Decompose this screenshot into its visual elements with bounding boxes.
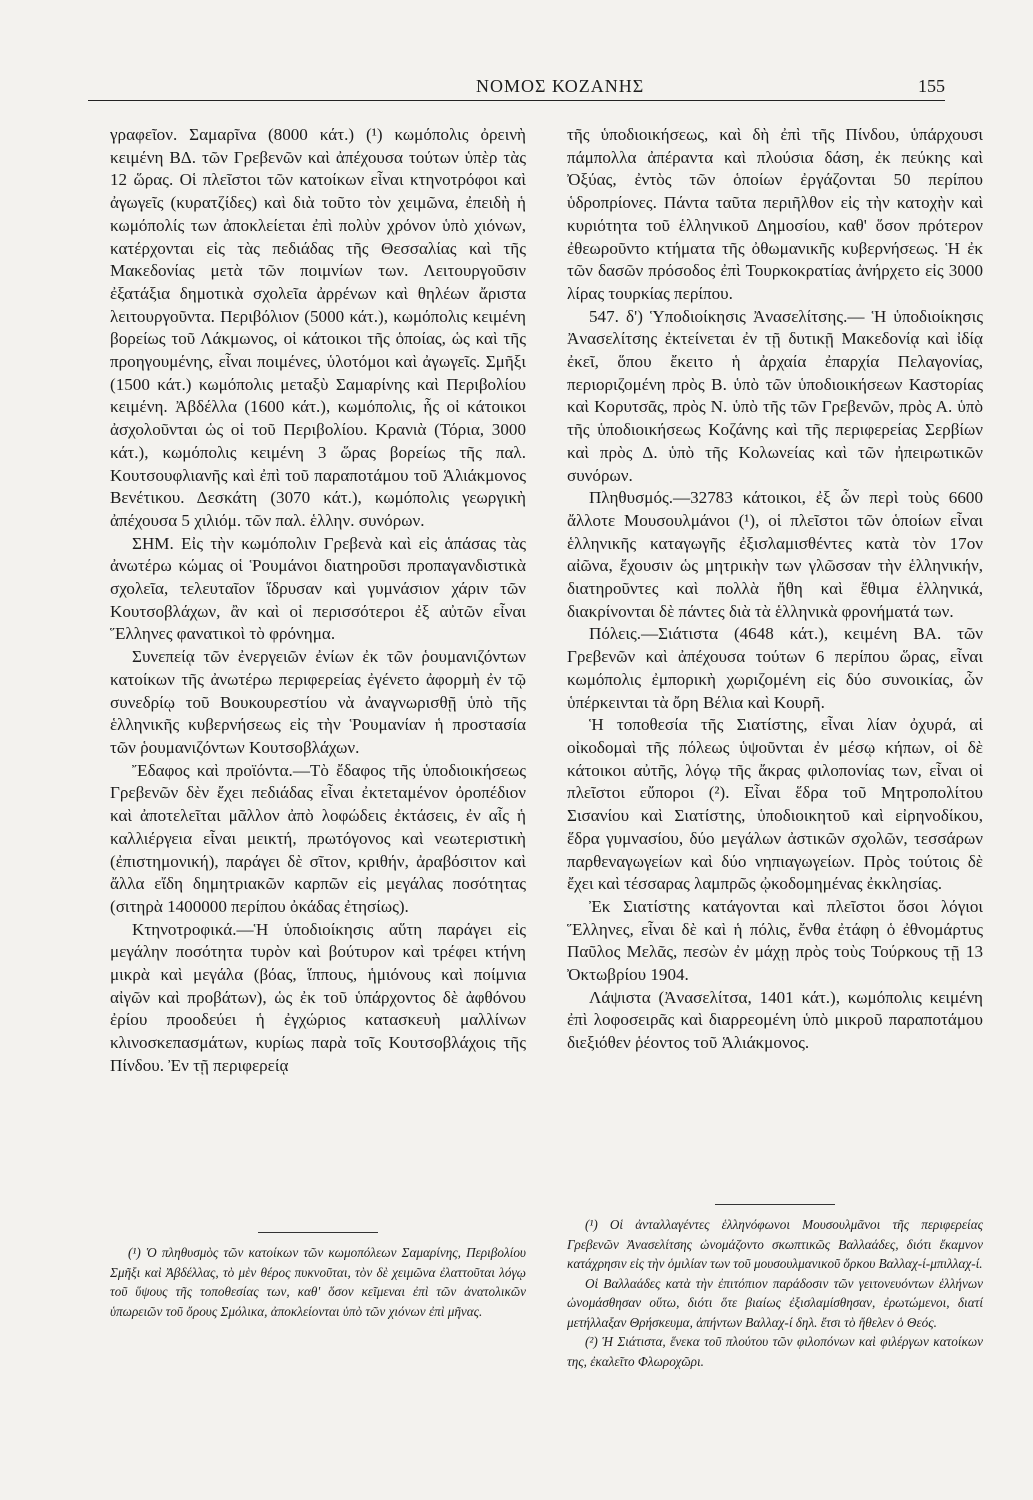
paragraph: Ἔδαφος καὶ προϊόντα.—Τὸ ἔδαφος τῆς ὑποδιοικήσεως Γρεβενῶν δὲν ἔχει πεδιάδας εἶναι ἐκτεταμένον ὀροπέδιον καὶ ἀποτελεῖται μᾶλλον ἀπὸ λοφώδεις ἐκτάσεις, ἐν αἷς ἡ καλλιέργεια εἶναι μεικτή, πρωτόγονος καὶ νεωτεριστικὴ (ἐπιστημονική), παράγει δὲ σῖτον, κριθήν, ἀραβόσιτον καὶ ἄλλα εἴδη δημητριακῶν καρπῶν εἰς μεγάλας ποσότητας (σιτηρὰ 1400000 περίπου ὀκάδας ἐτησίως). — [110, 760, 526, 916]
paragraph: γραφεῖον. Σαμαρῖνα (8000 κάτ.) (¹) κωμόπολις ὀρεινὴ κειμένη ΒΔ. τῶν Γρεβενῶν καὶ ἀπέχουσα τούτων ὑπὲρ τὰς 12 ὥρας. Οἱ πλεῖστοι τῶν κατοίκων εἶναι κτηνοτρόφοι καὶ ἀγωγεῖς (κυρατζίδες) καὶ διὰ τοῦτο τὸν χειμῶνα, ἐπειδὴ ἡ κωμόπολίς των ἀποκλείεται ἐπὶ πολὺν χρόνον ὑπὸ χιόνων, κατέρχονται εἰς τὰς πεδιάδας τῆς Θεσσαλίας καὶ τῆς Μακεδονίας μετὰ τῶν ποιμνίων των. Λειτουργοῦσιν ἐξατάξια δημοτικὰ σχολεῖα ἀρρένων καὶ θηλέων ἄριστα λειτουργοῦντα. Περιβόλιον (5000 κάτ.), κωμόπολις κειμένη βορείως τοῦ Λάκμωνος, οἱ κάτοικοι τῆς ὁποίας, ὡς καὶ τῆς προηγουμένης, εἶναι ποιμένες, ὑλοτόμοι καὶ ἀγωγεῖς. Σμῆξι (1500 κάτ.) κωμόπολις μεταξὺ Σαμαρίνης καὶ Περιβολίου κειμένη. Ἀβδέλλα (1600 κάτ.), κωμόπολις, ἧς οἱ κάτοικοι ἀσχολοῦνται ὡς οἱ τοῦ Περιβολίου. Κρανιὰ (Τόρια, 3000 κάτ.), κωμόπολις κειμένη 3 ὥρας βορείως τῆς παλ. Κουτσουφλιανῆς καὶ ἐπὶ τοῦ παραποτάμου τοῦ Ἁλιάκμονος Βενέτικου. Δεσκάτη (3070 κάτ.), κωμόπολις γεωργικὴ ἀπέχουσα 5 χιλιόμ. τῶν παλ. ἑλλην. συνόρων. — [110, 125, 526, 530]
footnote-separator — [715, 1204, 835, 1205]
footnote: (¹) Οἱ ἀνταλλαγέντες ἑλληνόφωνοι Μουσουλμᾶνοι τῆς περιφερείας Γρεβενῶν Ἀνασελίτσης ὠνομάζοντο σκωπτικῶς Βαλλαάδες, διότι ἔκαμνον κατάχρησιν εἰς τὴν ὁμιλίαν των τοῦ μουσουλμανικοῦ ὅρκου Βαλλαχ-ί-μπιλλαχ-ί. — [567, 1217, 983, 1271]
paragraph: Κτηνοτροφικά.—Ἡ ὑποδιοίκησις αὕτη παράγει εἰς μεγάλην ποσότητα τυρὸν καὶ βούτυρον καὶ τρέφει κτήνη μικρὰ καὶ μεγάλα (βόας, ἵππους, ἡμιόνους καὶ ποίμνια αἰγῶν καὶ προβάτων), ὡς ἐκ τοῦ ὑπάρχοντος δὲ ἀφθόνου ἐρίου προοδεύει ἡ ἐγχώριος κατασκευὴ μαλλίνων κλινοσκεπασμάτων, κυρίως παρὰ τοῖς Κουτσοβλάχοις τῆς Πίνδου. Ἐν τῇ περιφερείᾳ — [110, 919, 526, 1075]
footnote-separator — [258, 1232, 378, 1233]
paragraph: ΣΗΜ. Εἰς τὴν κωμόπολιν Γρεβενὰ καὶ εἰς ἁπάσας τὰς ἀνωτέρω κώμας οἱ Ῥουμάνοι διατηροῦσι προπαγανδιστικὰ σχολεῖα, τελευταῖον ἵδρυσαν καὶ γυμνάσιον χάριν τῶν Κουτσοβλάχων, ἂν καὶ οἱ περισσότεροι ἐξ αὐτῶν εἶναι Ἕλληνες φανατικοὶ τὸ φρόνημα. — [110, 533, 526, 644]
footnotes-left — [110, 1232, 526, 1321]
right-column — [567, 124, 983, 1055]
paragraph: Ἐκ Σιατίστης κατάγονται καὶ πλεῖστοι ὅσοι λόγιοι Ἕλληνες, εἶναι δὲ καὶ ἡ πόλις, ἔνθα ἐτάφη ὁ ἐθνομάρτυς Παῦλος Μελᾶς, πεσὼν ἐν μάχῃ πρὸς τοὺς Τούρκους τῇ 13 Ὀκτωβρίου 1904. — [567, 896, 983, 985]
paragraph: Πληθυσμός.—32783 κάτοικοι, ἐξ ὧν περὶ τοὺς 6600 ἄλλοτε Μουσουλμάνοι (¹), οἱ πλεῖστοι τῶν ὁποίων εἶναι ἑλληνικῆς καταγωγῆς ἐξισλαμισθέντες κατὰ τὸν 17ον αἰῶνα, ἔχουσιν ὡς μητρικὴν των γλῶσσαν τὴν ἑλληνικήν, διατηροῦντες καὶ πολλὰ ἤθη καὶ ἔθιμα ἑλληνικά, διακρίνονται δὲ πάντες διὰ τὰ ἑλληνικὰ φρονήματά των. — [567, 488, 983, 621]
footnote: (¹) Ὁ πληθυσμὸς τῶν κατοίκων τῶν κωμοπόλεων Σαμαρίνης, Περιβολίου Σμῆξι καὶ Ἀβδέλλας, τὸ μὲν θέρος πυκνοῦται, τὸν δὲ χειμῶνα ἐλαττοῦται λόγῳ τοῦ ὕψους τῆς τοποθεσίας των, καθ' ὅσον κεῖμεναι ἐπὶ τῶν ἀνατολικῶν ὑπωρειῶν τοῦ ὄρους Σμόλικα, ἀποκλείονται ὑπὸ τῶν χιόνων ἐπὶ μῆνας. — [110, 1245, 526, 1319]
paragraph: Πόλεις.—Σιάτιστα (4648 κάτ.), κειμένη ΒΑ. τῶν Γρεβενῶν καὶ ἀπέχουσα τούτων 6 περίπου ὥρας, εἶναι κωμόπολις ἐμπορικὴ χωριζομένη εἰς δύο συνοικίας, ὧν ὑπέρκεινται τὰ ὄρη Βέλια καὶ Κουρῆ. — [567, 624, 983, 712]
footnote: Οἱ Βαλλαάδες κατὰ τὴν ἐπιτόπιον παράδοσιν τῶν γειτονευόντων ἑλλήνων ὠνομάσθησαν οὕτω, διότι ὅτε βιαίως ἐξισλαμίσθησαν, ἐρωτώμενοι, διατί μετήλλαξαν Θρήσκευμα, ἀπήντων Βαλλαχ-ί δηλ. ἔτσι τὸ ἤθελεν ὁ Θεός. — [567, 1275, 983, 1330]
left-column — [110, 124, 526, 1078]
running-title: ΝΟΜΟΣ ΚΟΖΑΝΗΣ — [476, 76, 645, 96]
paragraph: τῆς ὑποδιοικήσεως, καὶ δὴ ἐπὶ τῆς Πίνδου, ὑπάρχουσι πάμπολλα ἀπέραντα καὶ πλούσια δάση, ἐκ πεύκης καὶ Ὀξύας, ἐντὸς τῶν ὁποίων ἐργάζονται 50 περίπου ὑδροπρίονες. Πάντα ταῦτα περιῆλθον εἰς τὴν κατοχὴν καὶ κυριότητα τοῦ ἑλληνικοῦ Δημοσίου, καθ' ὅσον πρότερον ἐθεωροῦντο κτήματα τῆς ὀθωμανικῆς κυβερνήσεως. Ἡ ἐκ τῶν δασῶν πρόσοδος ἐπὶ Τουρκοκρατίας ἀνήρχετο εἰς 3000 λίρας τουρκίας περίπου. — [567, 125, 983, 303]
running-header — [88, 74, 945, 101]
page-number: 155 — [918, 76, 945, 96]
paragraph: Ἡ τοποθεσία τῆς Σιατίστης, εἶναι λίαν ὀχυρά, αἱ οἰκοδομαὶ τῆς πόλεως ὑψοῦνται ἐν μέσῳ κήπων, οἱ δὲ κάτοικοι αὐτῆς, λόγῳ τῆς ἄκρας φιλοπονίας των, εἶναι οἱ πλεῖστοι εὔποροι (²). Εἶναι ἕδρα τοῦ Μητροπολίτου Σισανίου καὶ Σιατίστης, ὑποδιοικητοῦ καὶ εἰρηνοδίκου, ἕδρα γυμνασίου, δύο μεγάλων ἀστικῶν σχολῶν, τεσσάρων παρθεναγωγείων καὶ δύο νηπιαγωγείων. Πρὸς τούτοις δὲ ἔχει καὶ τέσσαρας λαμπρῶς ᾠκοδομημένας ἐκκλησίας. — [567, 715, 983, 894]
footnote: (²) Ἡ Σιάτιστα, ἕνεκα τοῦ πλούτου τῶν φιλοπόνων καὶ φιλέργων κατοίκων της, ἐκαλεῖτο Φλωροχῶρι. — [567, 1334, 983, 1369]
paragraph: Συνεπείᾳ τῶν ἐνεργειῶν ἐνίων ἐκ τῶν ῥουμανιζόντων κατοίκων τῆς ἀνωτέρω περιφερείας ἐγένετο ἀφορμὴ ἐν τῷ συνεδρίῳ τοῦ Βουκουρεστίου νὰ ἀναγνωρισθῇ ὑπὸ τῆς ἑλληνικῆς κυβερνήσεως εἰς τὴν Ῥουμανίαν ἡ προστασία τῶν ῥουμανιζόντων Κουτσοβλάχων. — [110, 647, 526, 757]
footnotes-right — [567, 1204, 983, 1371]
section-heading-paragraph: 547. δ') Ὑποδιοίκησις Ἀνασελίτσης.— Ἡ ὑποδιοίκησις Ἀνασελίτσης ἐκτείνεται ἐν τῇ δυτικῇ Μακεδονίᾳ καὶ ἰδίᾳ ἐκεῖ, ὅπου ἔκειτο ἡ ἀρχαία ἐπαρχία Πελαγονίας, περιοριζομένη πρὸς Β. ὑπὸ τῶν ὑποδιοικήσεων Καστορίας καὶ Κορυτσᾶς, πρὸς Ν. ὑπὸ τῆς τῶν Γρεβενῶν, πρὸς Α. ὑπὸ τῆς ὑποδιοικήσεως Κοζάνης καὶ τῆς περιφερείας Σερβίων καὶ πρὸς Δ. ὑπὸ τῆς Κολωνείας καὶ τῶν ἠπειρωτικῶν συνόρων. — [567, 306, 983, 485]
paragraph: Λάψιστα (Ἀνασελίτσα, 1401 κάτ.), κωμόπολις κειμένη ἐπὶ λοφοσειρᾶς καὶ διαρρεομένη ὑπὸ μικροῦ παραποτάμου διεξιόθεν ῥέοντος τοῦ Ἁλιάκμονος. — [567, 987, 983, 1053]
